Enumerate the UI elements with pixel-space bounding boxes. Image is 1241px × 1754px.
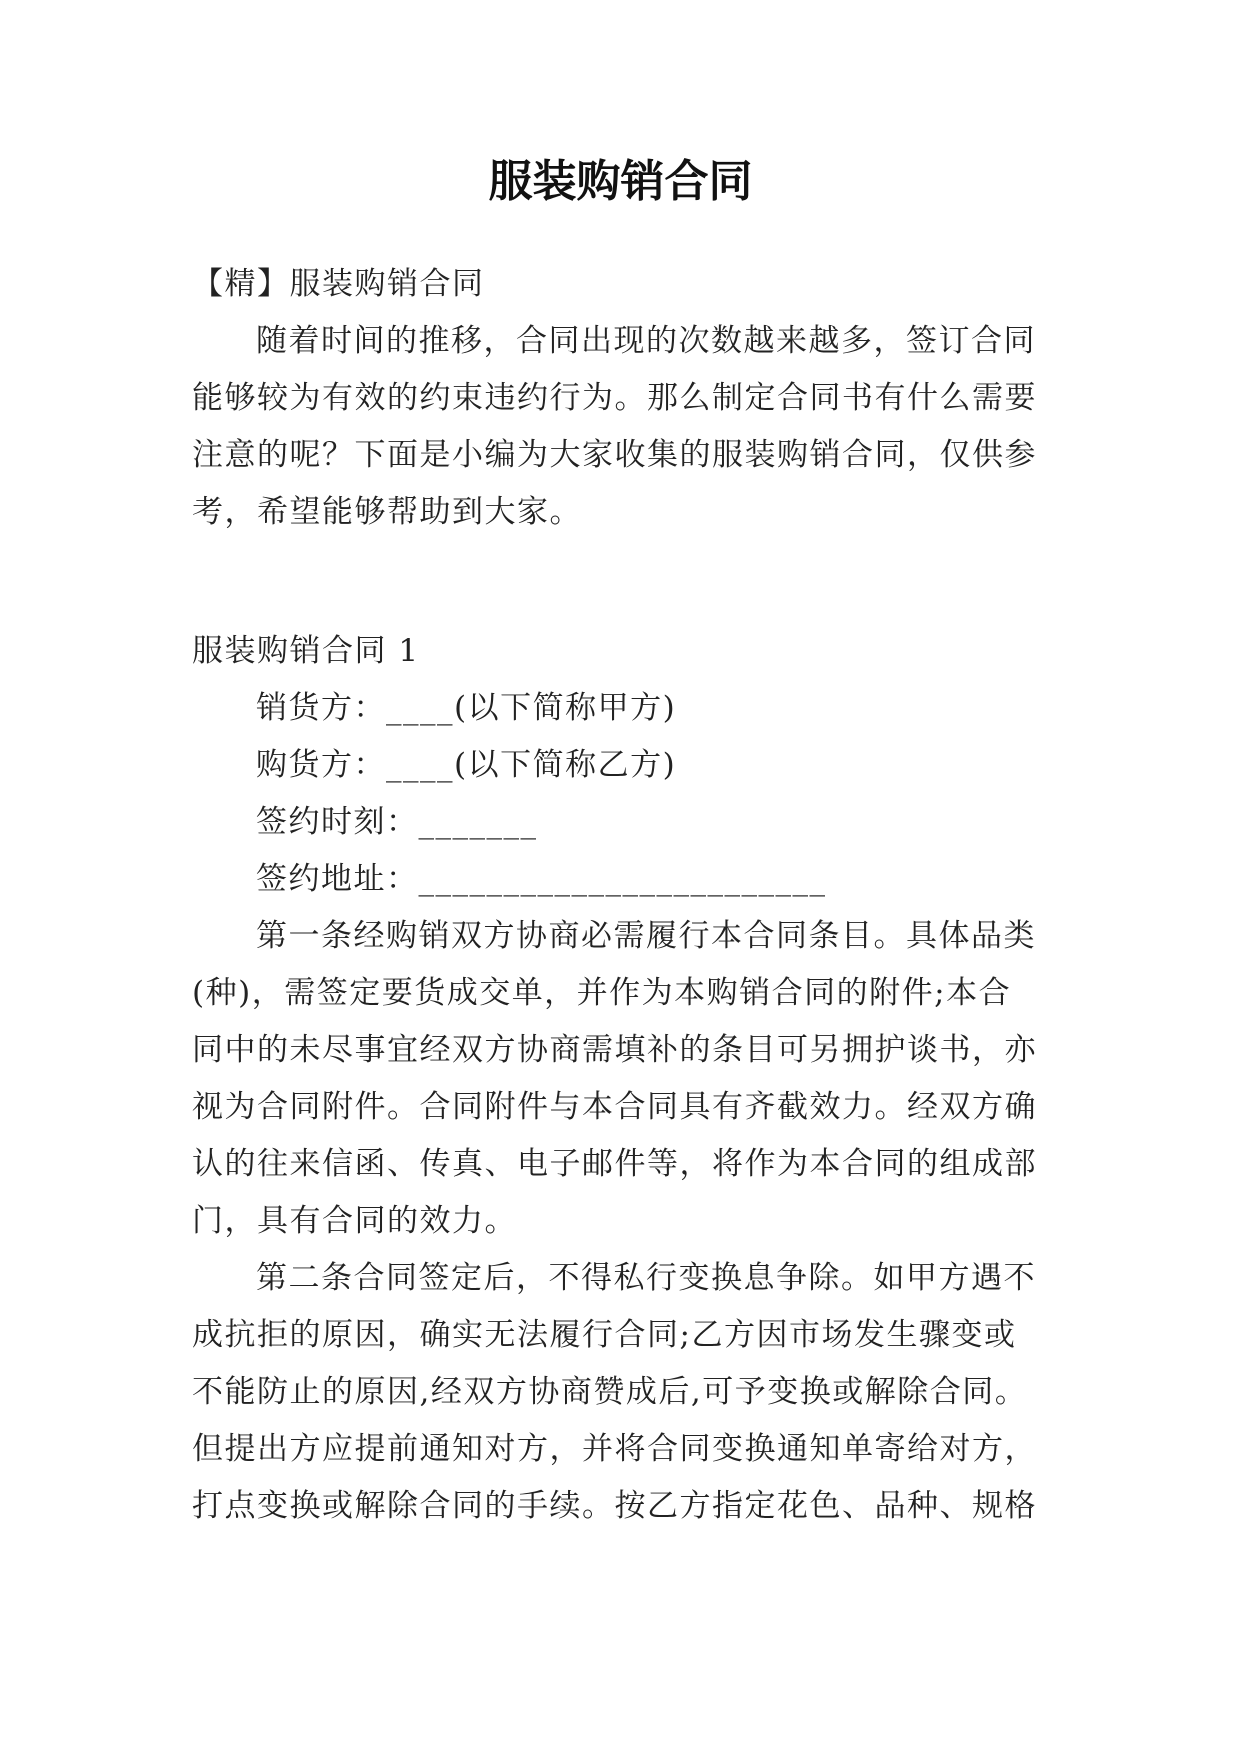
buyer-label: 购货方： xyxy=(256,747,386,783)
article1-line: (种)，需签定要货成交单，并作为本购销合同的附件;本合 xyxy=(192,975,1012,1011)
article1-line: 认的往来信函、传真、电子邮件等，将作为本合同的组成部 xyxy=(192,1146,1037,1182)
sign-time-blank: _______ xyxy=(418,804,538,840)
intro-heading: 【精】服装购销合同 xyxy=(192,266,485,302)
buyer-line xyxy=(192,737,1052,794)
seller-line xyxy=(192,680,1052,737)
intro-line: 能够较为有效的约束违约行为。那么制定合同书有什么需要 xyxy=(192,380,1037,416)
article2-line: 第二条合同签定后，不得私行变换息争除。如甲方遇不 xyxy=(256,1260,1036,1296)
intro-line: 随着时间的推移，合同出现的次数越来越多，签订合同 xyxy=(256,323,1036,359)
article1-line: 视为合同附件。合同附件与本合同具有齐截效力。经双方确 xyxy=(192,1089,1037,1125)
article2-line: 成抗拒的原因，确实无法履行合同;乙方因市场发生骤变或 xyxy=(192,1317,1017,1353)
article2-line: 不能防止的原因,经双方协商赞成后,可予变换或解除合同。 xyxy=(192,1374,1028,1410)
sign-time-label: 签约时刻： xyxy=(256,804,419,840)
contract-section xyxy=(192,623,1052,1535)
buyer-blank: ____ xyxy=(386,747,454,783)
seller-label: 销货方： xyxy=(256,690,386,726)
seller-blank: ____ xyxy=(386,690,454,726)
seller-suffix: (以下简称甲方) xyxy=(454,690,677,726)
buyer-suffix: (以下简称乙方) xyxy=(454,747,677,783)
sign-place-line xyxy=(192,851,1052,908)
sign-place-label: 签约地址： xyxy=(256,861,419,897)
article2-line: 但提出方应提前通知对方，并将合同变换通知单寄给对方， xyxy=(192,1431,1037,1467)
article1-line: 同中的未尽事宜经双方协商需填补的条目可另拥护谈书，亦 xyxy=(192,1032,1037,1068)
article1-line: 门，具有合同的效力。 xyxy=(192,1203,517,1239)
intro-line: 注意的呢？下面是小编为大家收集的服装购销合同，仅供参 xyxy=(192,437,1037,473)
article2-line: 打点变换或解除合同的手续。按乙方指定花色、品种、规格 xyxy=(192,1488,1037,1524)
intro-block xyxy=(192,256,1052,541)
section-title: 服装购销合同 1 xyxy=(192,633,420,669)
sign-place-blank: ________________________ xyxy=(418,861,827,897)
article1-line: 第一条经购销双方协商必需履行本合同条目。具体品类 xyxy=(256,918,1036,954)
document-title: 服装购销合同 xyxy=(488,156,753,207)
intro-line: 考，希望能够帮助到大家。 xyxy=(192,494,582,530)
sign-time-line xyxy=(192,794,1052,851)
